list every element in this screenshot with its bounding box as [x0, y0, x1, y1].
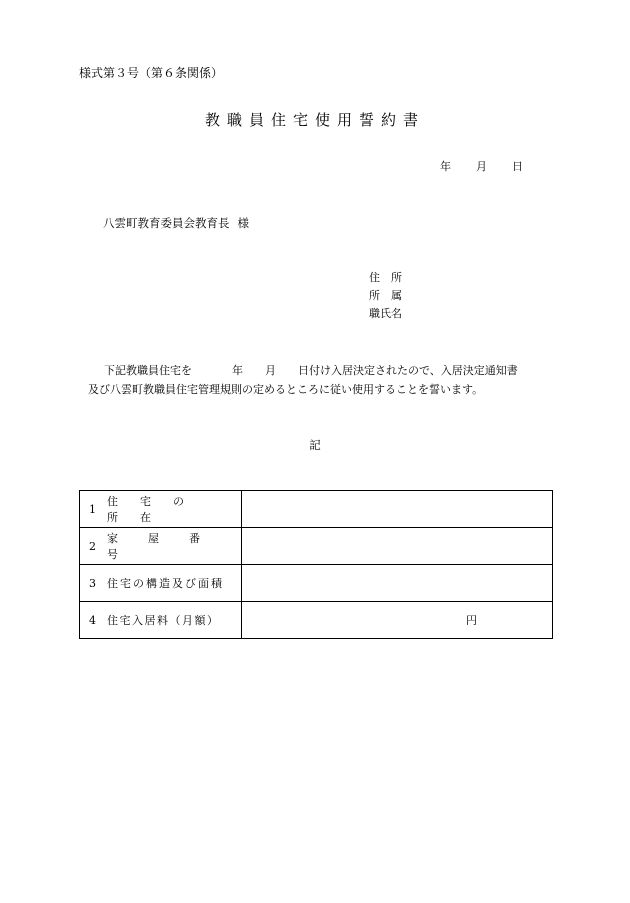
- row-label-cell: [80, 491, 242, 528]
- row-number: 3: [89, 576, 96, 590]
- addressee-name: 八雲町教育委員会教育長: [103, 216, 230, 230]
- table-row: [80, 491, 553, 528]
- applicant-block: [369, 269, 402, 323]
- details-table: [79, 490, 553, 639]
- pledge-prefix: 下記教職員住宅を: [104, 364, 192, 377]
- date-month-label: 月: [476, 160, 487, 173]
- pledge-text: [88, 361, 518, 399]
- pledge-line-1: [88, 361, 518, 380]
- addressee: [103, 215, 249, 231]
- row-label: 住宅入居料（月額）: [107, 614, 220, 627]
- date-year-label: 年: [440, 160, 451, 173]
- row-label-cell: [80, 528, 242, 565]
- addressee-honorific: 様: [237, 216, 249, 230]
- table-row: [80, 565, 553, 602]
- row-label-cell: [80, 602, 242, 639]
- pledge-month-label: 月: [265, 364, 276, 377]
- applicant-address-label: 住 所: [369, 271, 402, 284]
- row-value-cell: [242, 528, 553, 565]
- row-number: 2: [89, 539, 96, 553]
- table-row: [80, 602, 553, 639]
- row-label-cell: [80, 565, 242, 602]
- ki-heading: 記: [309, 438, 321, 452]
- row-label: 家屋番号: [107, 532, 230, 561]
- applicant-affiliation-label: 所 属: [369, 289, 402, 302]
- pledge-year-label: 年: [232, 364, 243, 377]
- row-label: 住宅の構造及び面積: [107, 577, 224, 590]
- applicant-name-label: 職氏名: [369, 307, 402, 320]
- row-value-cell: 円: [242, 602, 553, 639]
- form-number: 様式第３号（第６条関係）: [79, 66, 224, 80]
- row-value-cell: [242, 565, 553, 602]
- date-line: [440, 158, 523, 174]
- date-day-label: 日: [512, 160, 523, 173]
- table-row: [80, 528, 553, 565]
- pledge-suffix: 日付け入居決定されたので、入居決定通知書: [298, 364, 518, 377]
- row-value-cell: [242, 491, 553, 528]
- row-label: 住宅の所在: [107, 495, 206, 524]
- row-number: 4: [89, 613, 96, 627]
- document-title: 教職員住宅使用誓約書: [204, 111, 425, 129]
- row-number: 1: [89, 502, 96, 516]
- pledge-line-2: 及び八雲町教職員住宅管理規則の定めるところに従い使用することを誓います。: [88, 383, 484, 396]
